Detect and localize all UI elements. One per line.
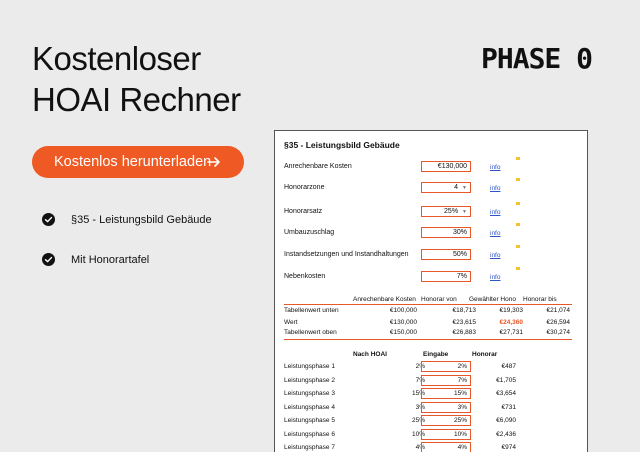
input-value: 30% — [452, 229, 467, 236]
info-link[interactable]: info — [490, 230, 501, 237]
table-row — [284, 429, 574, 440]
table-cell: €26,594 — [546, 319, 570, 326]
brand-logo[interactable]: PHASE 0 — [481, 42, 593, 75]
input-row — [284, 182, 584, 194]
input-label: Anrechenbare Kosten — [284, 163, 352, 170]
input-row — [284, 161, 584, 173]
check-circle-icon — [42, 253, 55, 266]
hoai-percentage: 7% — [415, 376, 425, 384]
input-row — [284, 271, 584, 283]
fee-value: €2,436 — [496, 430, 516, 438]
comment-marker-icon — [516, 245, 520, 248]
table-cell: €23,615 — [452, 319, 476, 326]
column-header: Honorar von — [421, 296, 457, 303]
input-value: 25% — [444, 208, 459, 215]
input-label: Umbauzuschlag — [284, 229, 335, 236]
dropdown-field[interactable] — [421, 206, 471, 217]
phase-label: Leistungsphase 7 — [284, 444, 335, 451]
table-row — [284, 306, 574, 317]
fee-value: €6,090 — [496, 417, 516, 424]
phase-label: Leistungsphase 4 — [284, 403, 335, 411]
column-header: Eingabe — [423, 351, 449, 358]
hoai-percentage: 3% — [415, 403, 425, 411]
phase-input-field[interactable] — [421, 429, 471, 440]
input-label: Honorarsatz — [284, 208, 323, 215]
comment-marker-icon — [516, 178, 520, 181]
phase-input-field[interactable] — [421, 361, 471, 372]
table-row — [284, 442, 574, 452]
comment-marker-icon — [516, 267, 520, 270]
hoai-percentage: 15% — [411, 390, 425, 397]
input-field[interactable] — [421, 161, 471, 172]
hoai-percentage: 4% — [415, 444, 425, 451]
table-cell: €150,000 — [389, 329, 417, 336]
phase-input-field[interactable] — [421, 388, 471, 399]
feature-item — [42, 213, 212, 226]
table-row — [284, 361, 574, 372]
info-link[interactable]: info — [490, 274, 501, 281]
input-label: Nebenkosten — [284, 273, 326, 280]
table-cell: €130,000 — [389, 319, 417, 326]
comment-marker-icon — [516, 157, 520, 160]
input-field[interactable] — [421, 249, 471, 260]
table-cell: €30,274 — [546, 329, 570, 336]
chevron-down-icon: ▼ — [462, 185, 467, 191]
input-field[interactable] — [421, 271, 471, 282]
input-field[interactable] — [421, 227, 471, 238]
fee-value: €974 — [501, 444, 516, 451]
table-cell: €26,883 — [452, 329, 476, 336]
divider — [284, 304, 572, 305]
phase-input-field[interactable] — [421, 415, 471, 426]
title-line-2: HOAI Rechner — [32, 81, 241, 118]
check-circle-icon — [42, 213, 55, 226]
table-cell: €24,360 — [499, 319, 523, 326]
input-value: 2% — [457, 363, 467, 370]
info-link[interactable]: info — [490, 209, 501, 216]
row-label: Wert — [284, 319, 298, 326]
column-header: Nach HOAI — [353, 351, 387, 358]
info-link[interactable]: info — [490, 252, 501, 259]
input-row — [284, 206, 584, 218]
input-label: Instandsetzungen und Instandhaltungen — [284, 251, 409, 258]
info-link[interactable]: info — [490, 164, 501, 171]
table-row — [284, 375, 574, 386]
table-cell: €21,074 — [546, 307, 570, 314]
comment-marker-icon — [516, 202, 520, 205]
input-row — [284, 249, 584, 261]
phase-input-field[interactable] — [421, 375, 471, 386]
feature-label: §35 - Leistungsbild Gebäude — [71, 213, 212, 226]
fee-value: €3,654 — [496, 390, 516, 397]
sheet-title: §35 - Leistungsbild Gebäude — [284, 140, 400, 150]
fee-value: €1,705 — [496, 376, 516, 384]
dropdown-field[interactable] — [421, 182, 471, 193]
input-value: €130,000 — [437, 163, 467, 170]
input-label: Honorarzone — [284, 184, 325, 191]
phase-label: Leistungsphase 5 — [284, 417, 335, 424]
download-button-label: Kostenlos herunterladen — [54, 154, 212, 170]
row-label: Tabellenwert oben — [284, 329, 337, 336]
divider — [284, 339, 572, 340]
phase-input-field[interactable] — [421, 402, 471, 413]
phase-label: Leistungsphase 1 — [284, 363, 335, 370]
phase-input-field[interactable] — [421, 442, 471, 452]
download-button[interactable] — [32, 146, 244, 178]
column-header: Honorar bis — [523, 296, 557, 303]
column-header: Honorar — [472, 351, 498, 358]
input-row — [284, 227, 584, 239]
input-value: 4 — [454, 184, 459, 191]
column-header: Anrechenbare Kosten — [353, 296, 416, 303]
arrow-right-icon — [206, 154, 222, 170]
table-row — [284, 402, 574, 413]
input-value: 4% — [457, 444, 467, 451]
table-cell: €100,000 — [389, 307, 417, 314]
table-cell: €19,303 — [499, 307, 523, 314]
table-row — [284, 328, 574, 339]
column-header: Gewählter Hono — [469, 296, 516, 303]
hoai-percentage: 2% — [415, 363, 425, 370]
feature-label: Mit Honorartafel — [71, 253, 150, 266]
input-value: 7% — [456, 273, 467, 280]
input-value: 25% — [453, 417, 467, 424]
input-value: 10% — [453, 430, 467, 438]
input-value: 15% — [453, 390, 467, 397]
fee-value: €487 — [501, 363, 516, 370]
info-link[interactable]: info — [490, 185, 501, 192]
phase-label: Leistungsphase 3 — [284, 390, 335, 397]
hoai-percentage: 25% — [411, 417, 425, 424]
title-line-1: Kostenloser — [32, 40, 201, 77]
calculator-spreadsheet-preview — [274, 130, 588, 452]
row-label: Tabellenwert unten — [284, 307, 339, 314]
table-row — [284, 388, 574, 399]
table-cell: €27,731 — [499, 329, 523, 336]
input-value: 50% — [452, 251, 467, 258]
comment-marker-icon — [516, 223, 520, 226]
page-title — [32, 38, 241, 120]
phase-label: Leistungsphase 6 — [284, 430, 335, 438]
table-cell: €18,713 — [452, 307, 476, 314]
phase-label: Leistungsphase 2 — [284, 376, 335, 384]
hoai-percentage: 10% — [411, 430, 425, 438]
feature-item — [42, 253, 149, 266]
fee-value: €731 — [501, 403, 516, 411]
input-value: 7% — [457, 376, 467, 384]
chevron-down-icon: ▼ — [462, 209, 467, 215]
table-row — [284, 415, 574, 426]
input-value: 3% — [457, 403, 467, 411]
